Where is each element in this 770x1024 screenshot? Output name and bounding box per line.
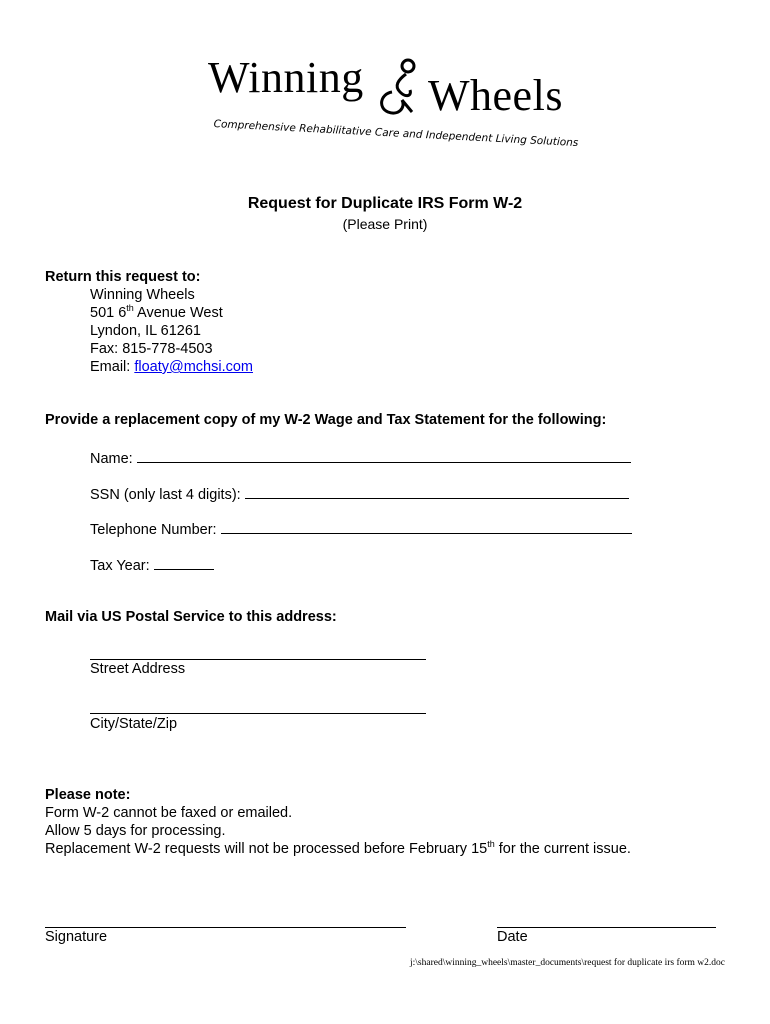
tax-year-field[interactable] — [154, 555, 214, 570]
return-fax: Fax: 815-778-4503 — [90, 341, 213, 357]
return-heading: Return this request to: — [45, 269, 201, 285]
ssn-row — [90, 484, 629, 503]
ssn-field[interactable] — [245, 484, 629, 499]
wheelchair-icon — [372, 56, 432, 122]
ssn-label: SSN (only last 4 digits): — [90, 487, 241, 503]
street-address-label: Street Address — [90, 661, 186, 677]
return-city: Lyndon, IL 61261 — [90, 323, 201, 339]
email-link[interactable]: floaty@mchsi.com — [134, 359, 253, 375]
date-label: Date — [497, 929, 528, 945]
note-line-2: Allow 5 days for processing. — [45, 823, 226, 839]
logo-word-wheels: Wheels — [428, 71, 563, 120]
logo-tagline: Comprehensive Rehabilitative Care and Independent Living Solutions — [213, 118, 579, 150]
name-field[interactable] — [137, 448, 631, 463]
return-email-line: Email: floaty@mchsi.com — [90, 359, 253, 375]
mail-heading: Mail via US Postal Service to this address: — [45, 609, 337, 625]
date-field[interactable] — [497, 913, 716, 928]
logo-word-winning: Winning — [208, 53, 364, 102]
signature-field[interactable] — [45, 913, 406, 928]
city-state-zip-field[interactable] — [90, 699, 426, 714]
street-address-field[interactable] — [90, 645, 426, 660]
signature-label: Signature — [45, 929, 108, 945]
name-row — [90, 448, 631, 467]
note-heading: Please note: — [45, 787, 131, 803]
phone-field[interactable] — [221, 519, 632, 534]
provide-heading: Provide a replacement copy of my W-2 Wage and Tax Statement for the following: — [45, 412, 607, 428]
form-title: Request for Duplicate IRS Form W-2 — [247, 195, 523, 212]
return-org: Winning Wheels — [90, 287, 195, 303]
tax-year-label: Tax Year: — [90, 558, 150, 574]
name-label: Name: — [90, 451, 133, 467]
note-line-1: Form W-2 cannot be faxed or emailed. — [45, 805, 293, 821]
phone-label: Telephone Number: — [90, 522, 217, 538]
return-street: 501 6th Avenue West — [90, 303, 223, 321]
note-line-3: Replacement W-2 requests will not be processed before February 15th for the current issue. — [45, 839, 631, 857]
footer-file-path: j:\shared\winning_wheels\master_documents\request for duplicate irs form w2.doc — [409, 958, 725, 968]
tax-year-row — [90, 555, 214, 574]
form-subtitle: (Please Print) — [342, 216, 428, 232]
city-state-zip-label: City/State/Zip — [90, 716, 178, 732]
phone-row — [90, 519, 632, 538]
